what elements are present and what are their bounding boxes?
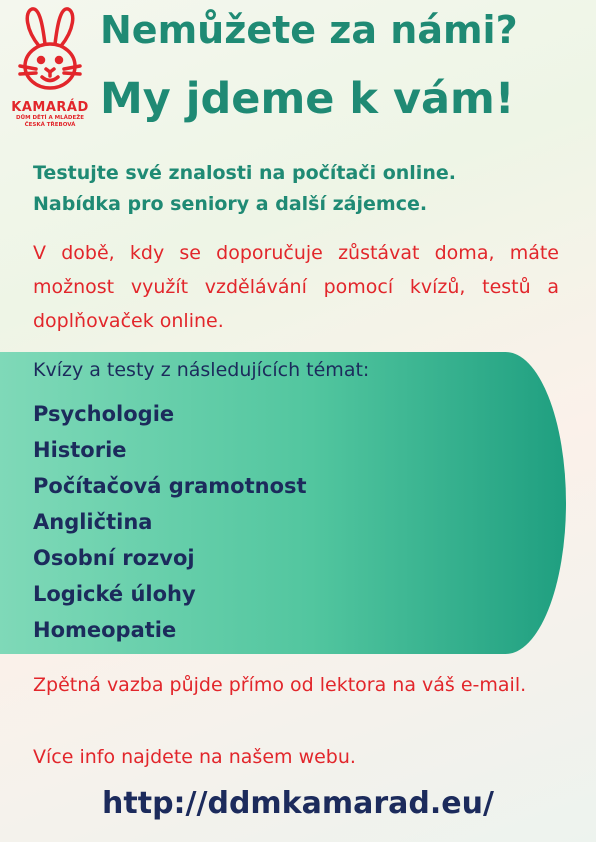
logo-subtitle-line1: DŮM DĚTÍ A MLÁDEŽE [16, 115, 84, 121]
logo [6, 6, 94, 136]
logo-subtitle [6, 115, 94, 129]
topic-item: Osobní rozvoj [33, 546, 195, 570]
headline-line1: Nemůžete za námi? [100, 8, 518, 52]
info-paragraph: V době, kdy se doporučuje zůstávat doma, máte možnost využít vzdělávání pomocí kvízů, testů a doplňovaček online. [33, 242, 559, 332]
logo-subtitle-line2: ČESKÁ TŘEBOVÁ [24, 122, 76, 128]
intro-line2: Nabídka pro seniory a další zájemce. [33, 193, 428, 215]
headline-line2: My jdeme k vám! [100, 74, 515, 124]
topic-item: Logické úlohy [33, 582, 196, 606]
rabbit-icon [12, 6, 88, 98]
topic-item: Homeopatie [33, 618, 177, 642]
topics-list [33, 396, 307, 648]
intro-text [33, 158, 573, 220]
intro-line1: Testujte své znalosti na počítači online. [33, 162, 456, 184]
topic-item: Historie [33, 438, 127, 462]
topics-title: Kvízy a testy z následujících témat: [33, 359, 370, 381]
more-info-text: Více info najdete na našem webu. [33, 746, 356, 768]
topic-item: Angličtina [33, 510, 153, 534]
logo-name: KAMARÁD [11, 100, 89, 115]
topic-item: Psychologie [33, 402, 175, 426]
topic-item: Počítačová gramotnost [33, 474, 307, 498]
website-url: http://ddmkamarad.eu/ [102, 786, 494, 821]
feedback-paragraph: Zpětná vazba půjde přímo od lektora na váš e-mail. [33, 674, 527, 696]
